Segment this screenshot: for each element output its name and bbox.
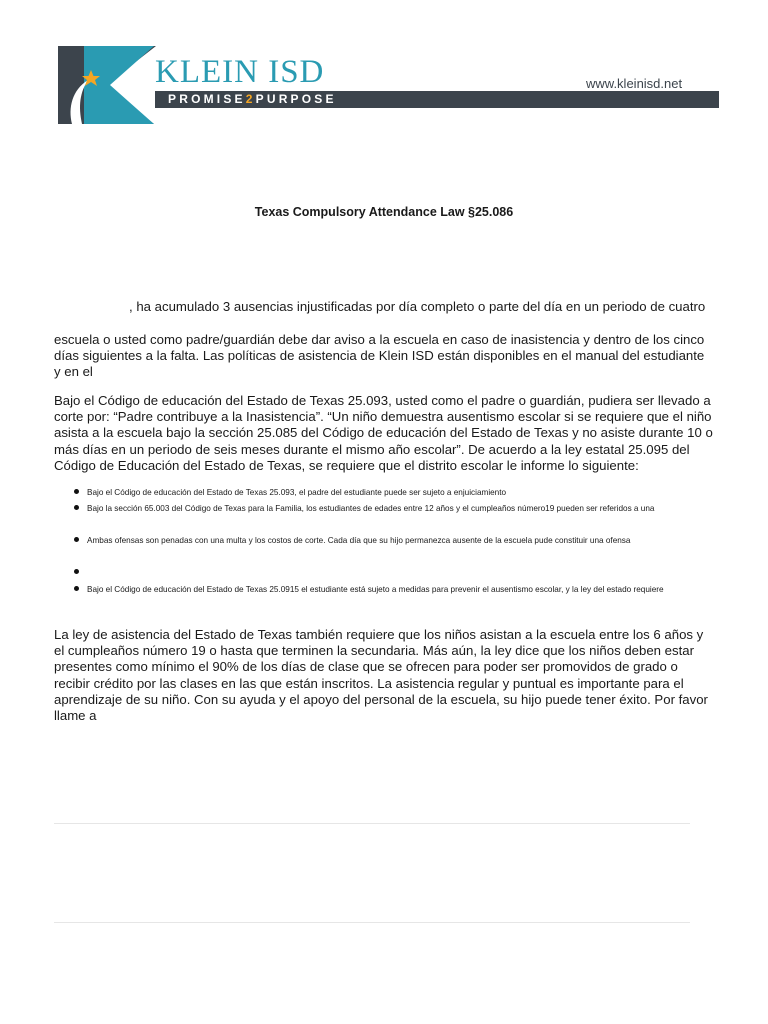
tagline-part-1: PROMISE <box>168 92 246 106</box>
paragraph-education-code: Bajo el Código de educación del Estado de Texas 25.093, usted como el padre o guardián, pudiera ser llevado a corte por: “Padre contribuye a la Inasistencia”. “Un niño demuestra ausentismo escolar si se requiere que el niño asista a la escuela bajo la sección 25.085 del Código de educación del Estado de Texas y no asiste durante 10 o más días en un periodo de seis meses durante el mismo año escolar”. De acuerdo a la ley estatal 25.095 del Código de Educación del Estado de Texas, se requiere que el distrito escolar le informe lo siguiente: <box>54 393 713 473</box>
divider <box>54 922 690 923</box>
brand-name: KLEIN ISD <box>155 54 325 90</box>
klein-isd-logo-icon <box>58 46 156 124</box>
divider <box>54 823 690 824</box>
list-item-text: Bajo el Código de educación del Estado de Texas 25.0915 el estudiante está sujeto a medidas para prevenir el ausentismo escolar, y la ley del estado requiere <box>87 585 664 594</box>
list-item-text: Bajo la sección 65.003 del Código de Texas para la Familia, los estudiantes de edades entre 12 años y el cumpleaños número19 pueden ser referidos a una <box>87 504 655 513</box>
bullet-icon <box>74 569 79 574</box>
bullet-icon <box>74 537 79 542</box>
paragraph-attendance-law: La ley de asistencia del Estado de Texas también requiere que los niños asistan a la escuela entre los 6 años y el cumpleaños número 19 o hasta que terminen la secundaria. Más aún, la ley dice que los niños deben estar presentes como mínimo el 90% de los días de clase que se ofrecen para poder ser promovidos de grado o recibir crédito por las clases en las que están inscritos. La asistencia regular y puntual es importante para el aprendizaje de su niño. Con su ayuda y el apoyo del personal de la escuela, su hijo puede tener éxito. Por favor llame a <box>54 627 708 724</box>
list-item <box>74 503 654 514</box>
list-item <box>74 487 506 498</box>
bullet-icon <box>74 505 79 510</box>
bullet-icon <box>74 489 79 494</box>
list-item <box>74 535 630 546</box>
list-item <box>74 584 664 595</box>
list-item-text: Ambas ofensas son penadas con una multa y los costos de corte. Cada día que su hijo permanezca ausente de la escuela pude constituir una ofensa <box>87 536 631 545</box>
tagline-part-2: PURPOSE <box>255 92 337 106</box>
tagline-number: 2 <box>245 92 256 106</box>
website-link[interactable]: www.kleinisd.net <box>586 76 683 91</box>
bullet-icon <box>74 586 79 591</box>
paragraph-absences: , ha acumulado 3 ausencias injustificadas por día completo o parte del día en un periodo de cuatro <box>129 299 706 314</box>
tagline <box>168 92 337 107</box>
document-title: Texas Compulsory Attendance Law §25.086 <box>254 205 514 219</box>
list-item-text: Bajo el Código de educación del Estado de Texas 25.093, el padre del estudiante puede ser sujeto a enjuiciamiento <box>87 488 507 497</box>
list-item <box>74 567 87 578</box>
paragraph-notice: escuela o usted como padre/guardián debe dar aviso a la escuela en caso de inasistencia y dentro de los cinco días siguientes a la falta. Las políticas de asistencia de Klein ISD están disponibles en el manual del estudiante y en el <box>54 332 705 380</box>
